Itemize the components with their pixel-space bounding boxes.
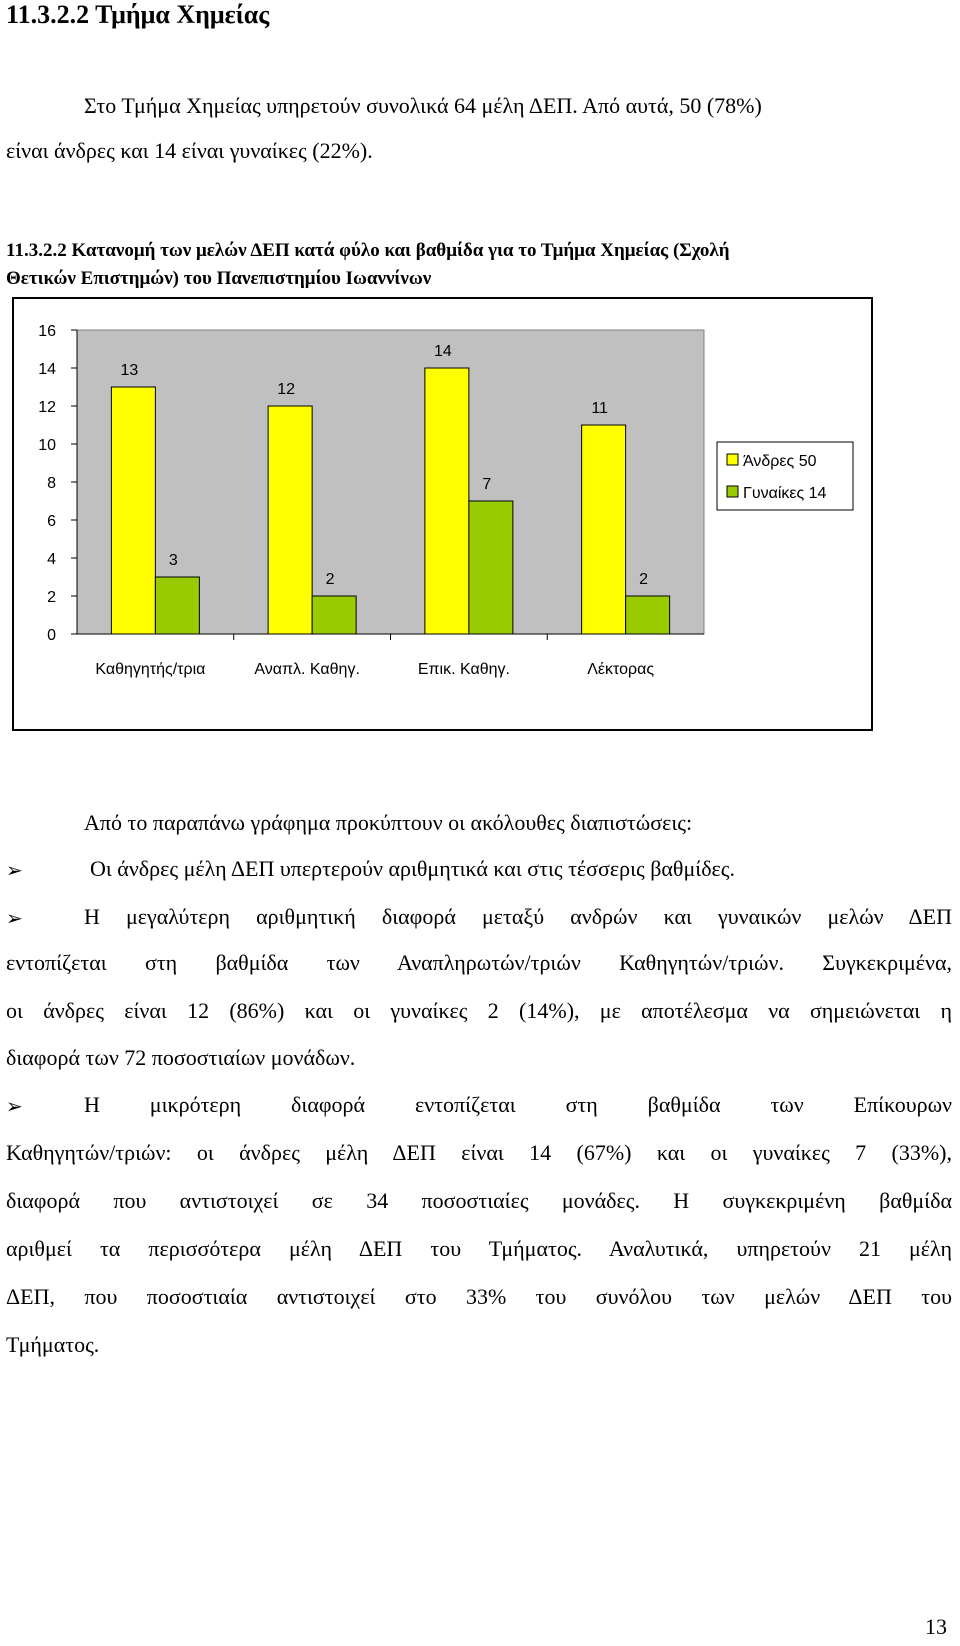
legend-label: Άνδρες 50 bbox=[743, 453, 817, 470]
bullet-arrow-icon: ➢ bbox=[6, 1096, 23, 1118]
bar-men bbox=[268, 406, 312, 634]
y-tick-label: 10 bbox=[38, 437, 56, 454]
legend-swatch bbox=[727, 454, 738, 465]
bar-men bbox=[111, 387, 155, 634]
data-label: 12 bbox=[277, 381, 296, 398]
finding-3-line-5: ΔΕΠ, που ποσοστιαία αντιστοιχεί στο 33% του συνόλου των μελών ΔΕΠ του bbox=[6, 1284, 952, 1309]
y-tick-label: 4 bbox=[47, 551, 56, 568]
legend-swatch bbox=[727, 486, 738, 497]
data-label: 2 bbox=[325, 571, 335, 588]
bullet-arrow-icon: ➢ bbox=[6, 908, 23, 930]
y-tick-label: 12 bbox=[38, 399, 56, 416]
y-tick-label: 2 bbox=[47, 589, 56, 606]
page-number: 13 bbox=[925, 1614, 947, 1639]
data-label: 13 bbox=[120, 362, 139, 379]
bar-women bbox=[626, 596, 670, 634]
finding-2-line-2: εντοπίζεται στη βαθμίδα των Αναπληρωτών/τριών Καθηγητών/τριών. Συγκεκριμένα, bbox=[6, 950, 952, 975]
bar-chart bbox=[12, 297, 873, 731]
finding-2-line-1: Η μεγαλύτερη αριθμητική διαφορά μεταξύ ανδρών και γυναικών μελών ΔΕΠ bbox=[84, 904, 952, 929]
finding-3-line-2: Καθηγητών/τριών: οι άνδρες μέλη ΔΕΠ είναι 14 (67%) και οι γυναίκες 7 (33%), bbox=[6, 1140, 952, 1165]
finding-3-line-1: Η μικρότερη διαφορά εντοπίζεται στη βαθμίδα των Επίκουρων bbox=[84, 1092, 952, 1117]
finding-1: Οι άνδρες μέλη ΔΕΠ υπερτερούν αριθμητικά και στις τέσσερις βαθμίδες. bbox=[90, 856, 736, 881]
bar-women bbox=[155, 577, 199, 634]
intro-line-1: Στο Τμήμα Χημείας υπηρετούν συνολικά 64 μέλη ΔΕΠ. Από αυτά, 50 (78%) bbox=[84, 93, 762, 118]
finding-3-line-4: αριθμεί τα περισσότερα μέλη ΔΕΠ του Τμήματος. Αναλυτικά, υπηρετούν 21 μέλη bbox=[6, 1236, 952, 1261]
x-tick-label: Επικ. Καθηγ. bbox=[417, 661, 510, 678]
data-label: 3 bbox=[168, 552, 178, 569]
y-tick-label: 16 bbox=[38, 323, 56, 340]
bar-women bbox=[469, 501, 513, 634]
data-label: 7 bbox=[482, 476, 492, 493]
figure-caption-line-1: 11.3.2.2 Κατανομή των μελών ΔΕΠ κατά φύλο και βαθμίδα για το Τμήμα Χημείας (Σχολή bbox=[6, 240, 730, 261]
figure-caption-line-2: Θετικών Επιστημών) του Πανεπιστημίου Ιωαννίνων bbox=[6, 268, 432, 289]
x-tick-label: Καθηγητής/τρια bbox=[95, 661, 206, 678]
x-tick-label: Αναπλ. Καθηγ. bbox=[254, 661, 360, 678]
chart-canvas bbox=[14, 299, 871, 729]
y-tick-label: 8 bbox=[47, 475, 56, 492]
data-label: 11 bbox=[591, 400, 608, 417]
finding-2-line-4: διαφορά των 72 ποσοστιαίων μονάδων. bbox=[6, 1045, 356, 1070]
y-tick-label: 0 bbox=[47, 627, 56, 644]
finding-3-line-6: Τμήματος. bbox=[6, 1332, 100, 1357]
finding-3-line-3: διαφορά που αντιστοιχεί σε 34 ποσοστιαίες μονάδες. Η συγκεκριμένη βαθμίδα bbox=[6, 1188, 952, 1213]
section-heading: 11.3.2.2 Τμήμα Χημείας bbox=[6, 0, 270, 29]
bar-men bbox=[582, 425, 626, 634]
bar-women bbox=[312, 596, 356, 634]
bullet-arrow-icon: ➢ bbox=[6, 860, 23, 882]
legend-label: Γυναίκες 14 bbox=[743, 485, 827, 502]
data-label: 14 bbox=[433, 343, 452, 360]
data-label: 2 bbox=[639, 571, 649, 588]
x-tick-label: Λέκτορας bbox=[587, 661, 655, 678]
bar-men bbox=[425, 368, 469, 634]
finding-2-line-3: οι άνδρες είναι 12 (86%) και οι γυναίκες 2 (14%), με αποτέλεσμα να σημειώνεται η bbox=[6, 998, 952, 1023]
y-tick-label: 6 bbox=[47, 513, 56, 530]
y-tick-label: 14 bbox=[38, 361, 56, 378]
findings-intro: Από το παραπάνω γράφημα προκύπτουν οι ακόλουθες διαπιστώσεις: bbox=[84, 810, 693, 835]
intro-line-2: είναι άνδρες και 14 είναι γυναίκες (22%). bbox=[6, 138, 373, 163]
